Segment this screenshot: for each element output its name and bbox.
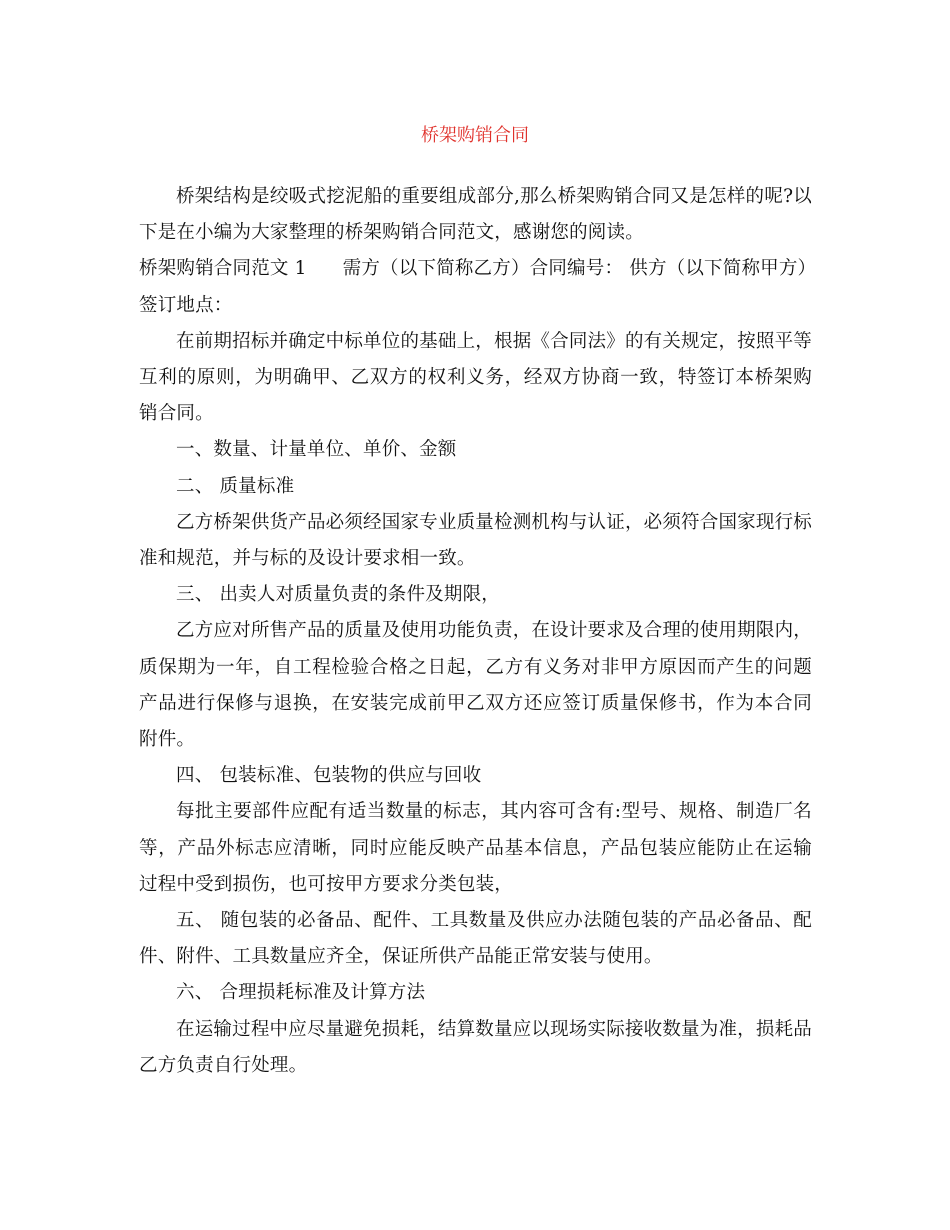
document-title: 桥架购销合同 <box>421 125 529 146</box>
section-heading-2: 二、 质量标准 <box>176 475 295 497</box>
section-heading-1: 一、数量、计量单位、单价、金额 <box>176 439 457 461</box>
section-heading-3: 三、 出卖人对质量负责的条件及期限， <box>176 584 500 606</box>
sample-title: 桥架购销合同范文 1 <box>139 258 307 280</box>
sign-place: 签订地点： <box>139 294 233 316</box>
preamble-paragraph: 在前期招标并确定中标单位的基础上，根据《合同法》的有关规定，按照平等互利的原则，为明确甲、乙双方的权利义务，经双方协商一致，特签订本桥架购销合同。 <box>139 330 812 425</box>
section-text-3: 乙方应对所售产品的质量及使用功能负责，在设计要求及合理的使用期限内，质保期为一年，自工程检验合格之日起，乙方有义务对非甲方原因而产生的问题产品进行保修与退换，在安装完成前甲乙双方还应签订质量保修书，作为本合同附件。 <box>139 620 812 751</box>
section-text-4: 每批主要部件应配有适当数量的标志，其内容可含有:型号、规格、制造厂名等，产品外标志应清晰，同时应能反映产品基本信息，产品包装应能防止在运输过程中受到损伤，也可按甲方要求分类包装， <box>139 801 812 895</box>
section-heading-6: 六、 合理损耗标准及计算方法 <box>176 982 426 1004</box>
document-body <box>139 179 817 1084</box>
intro-paragraph: 桥架结构是绞吸式挖泥船的重要组成部分,那么桥架购销合同又是怎样的呢?以下是在小编为大家整理的桥架购销合同范文，感谢您的阅读。 <box>139 186 812 244</box>
section-heading-5: 五、 随包装的必备品、配件、工具数量及供应办法随包装的产品必备品、配件、附件、工具数量应齐全，保证所供产品能正常安装与使用。 <box>139 910 812 968</box>
section-heading-4: 四、 包装标准、包装物的供应与回收 <box>176 765 482 787</box>
contract-header-line <box>139 251 817 287</box>
contract-fields: 需方（以下简称乙方）合同编号： 供方（以下简称甲方） <box>342 258 817 280</box>
section-text-6: 在运输过程中应尽量避免损耗，结算数量应以现场实际接收数量为准，损耗品乙方负责自行处理。 <box>139 1018 812 1076</box>
section-text-2: 乙方桥架供货产品必须经国家专业质量检测机构与认证，必须符合国家现行标准和规范，并与标的及设计要求相一致。 <box>139 511 812 570</box>
